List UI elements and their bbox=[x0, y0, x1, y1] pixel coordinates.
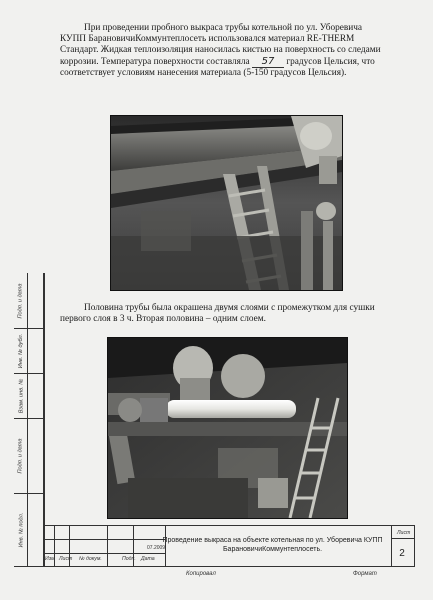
side-label-replace-inv-no: Взам. инв. № bbox=[18, 378, 25, 413]
side-label-signature-date-2: Подп. и дата bbox=[18, 437, 24, 474]
paragraph1-text-end: градусов Цельсия, что соответствует условиям нанесения материала (5-150 градусов Цельсия). bbox=[60, 56, 375, 78]
paragraph-two-layers bbox=[60, 303, 390, 325]
column-date: Дата bbox=[141, 556, 155, 562]
title-block-title: Проведение выкраса на объекте котельная по ул. Уборевича КУПП БарановичиКоммунтеплосеть. bbox=[162, 537, 383, 553]
side-label-original-inv-no: Инв. № подл. bbox=[18, 512, 24, 547]
sheet-number: 2 bbox=[399, 548, 405, 559]
paragraph2-text: Половина трубы была окрашена двумя слоями с промежутком для сушки первого слоя в 3 ч. Вторая половина – одним слоем. bbox=[60, 303, 375, 325]
handwritten-temperature: 57 bbox=[252, 57, 284, 68]
side-approval-panel bbox=[14, 273, 45, 566]
side-label-duplicate-no: Инв. № дубл. bbox=[18, 333, 24, 368]
column-change: Изм bbox=[45, 556, 55, 562]
column-document-no: № докум. bbox=[79, 556, 102, 562]
column-sheet: Лист bbox=[59, 556, 73, 562]
photo-pipe-with-ladder bbox=[110, 115, 343, 291]
paragraph-surface-temperature bbox=[60, 23, 382, 79]
footer-format: Формат bbox=[353, 571, 377, 577]
date-value: 07.2009 bbox=[147, 545, 166, 551]
frame-right-border bbox=[414, 525, 415, 567]
column-signature: Подп. bbox=[122, 556, 136, 562]
sheet-label: Лист bbox=[397, 530, 411, 536]
paragraph1-text: При проведении пробного выкраса трубы котельной по ул. Уборевича КУПП БарановичиКоммунтеплосеть использовался материал RE-THERM Стандарт. Жидкая теплоизоляция наносилась кистью на поверхность со следами коррозии. Температура поверхности составляла bbox=[60, 23, 381, 67]
photo-painted-pipe bbox=[107, 337, 348, 519]
footer-copied: Копировал bbox=[186, 571, 216, 577]
side-label-signature-date-1: Подп. и дата bbox=[18, 282, 24, 319]
